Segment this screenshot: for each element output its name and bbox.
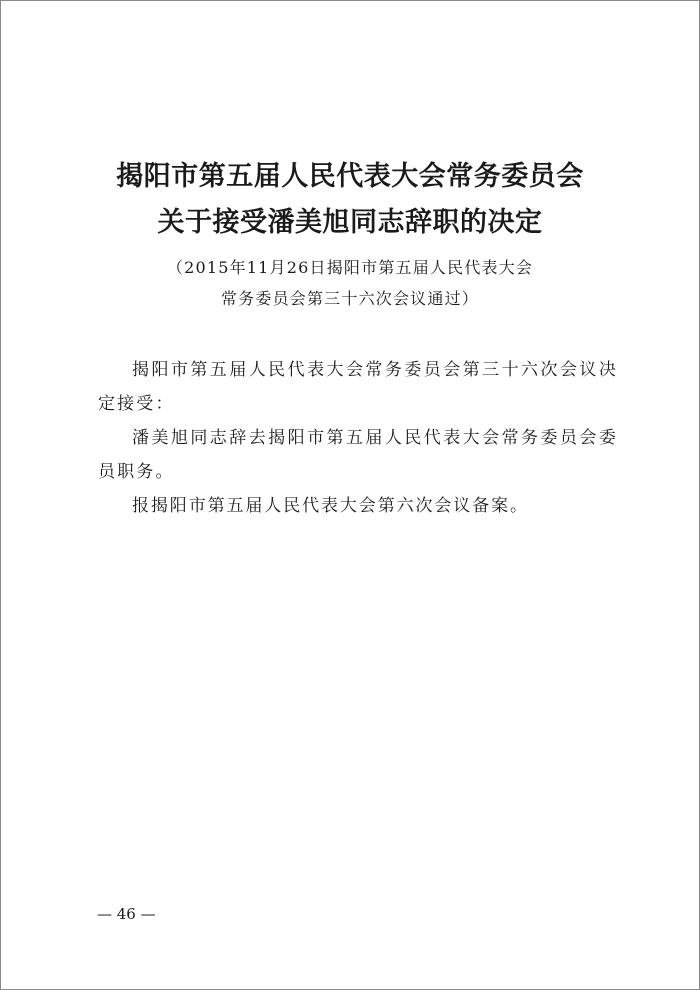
document-title-line1: 揭阳市第五届人民代表大会常务委员会 [116, 161, 584, 192]
body-paragraph-filing: 报揭阳市第五届人民代表大会第六次会议备案。 [132, 496, 529, 516]
adoption-note-line1: （2015年11月26日揭阳市第五届人民代表大会 [166, 258, 534, 277]
body-paragraph-resignation: 潘美旭同志辞去揭阳市第五届人民代表大会常务委员会委员职务。 [98, 428, 618, 482]
page-number: — 46 — [97, 905, 156, 923]
document-title-line2: 关于接受潘美旭同志辞职的决定 [157, 207, 543, 238]
document-body [98, 353, 618, 523]
adoption-note-line2: 常务委员会第三十六次会议通过） [220, 289, 479, 308]
body-paragraph-decision: 揭阳市第五届人民代表大会常务委员会第三十六次会议决定接受： [98, 360, 618, 414]
